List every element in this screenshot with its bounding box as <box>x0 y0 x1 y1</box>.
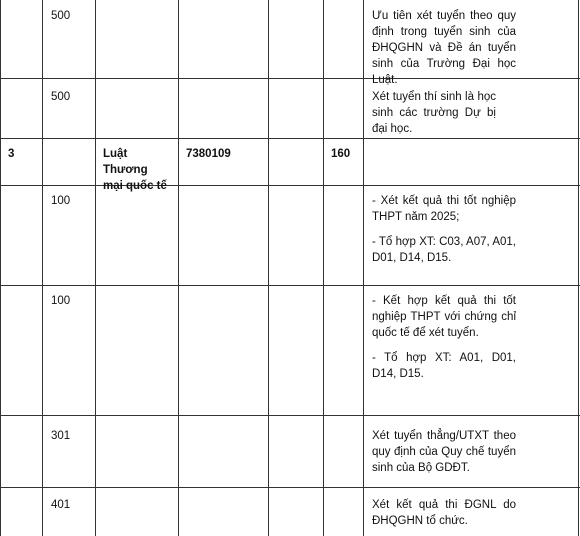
column-divider <box>42 0 43 536</box>
order-number-cell: 3 <box>8 148 15 160</box>
table-left-border <box>0 0 1 536</box>
note-paragraph: - Kết hợp kết quả thi tốt nghiệp THPT với chứng chỉ quốc tế để xét tuyển. <box>372 295 516 339</box>
table-right-border <box>578 0 579 536</box>
note-paragraph: - Tổ hợp XT: C03, A07, A01, D01, D14, D15. <box>372 236 516 264</box>
row-divider <box>0 185 580 186</box>
note-cell <box>372 293 516 382</box>
note-cell <box>372 497 516 529</box>
method-code-cell: 500 <box>51 91 71 103</box>
row-divider <box>0 138 580 139</box>
note-cell <box>372 89 496 137</box>
row-divider <box>0 415 580 416</box>
column-divider <box>178 0 179 536</box>
method-code-cell: 401 <box>51 499 71 511</box>
column-divider <box>363 0 364 536</box>
note-paragraph: Xét tuyển thí sinh là học sinh các trường Dự bị đại học. <box>372 91 496 135</box>
method-code-cell: 100 <box>51 295 71 307</box>
note-cell <box>372 193 516 266</box>
method-code-cell: 301 <box>51 430 71 442</box>
major-name-cell: Luật Thương mại quốc tế <box>103 148 167 192</box>
method-code-cell: 500 <box>51 10 71 22</box>
major-code-cell: 7380109 <box>186 148 231 160</box>
note-paragraph: - Tổ hợp XT: A01, D01, D14, D15. <box>372 352 516 380</box>
row-divider <box>0 285 580 286</box>
note-cell <box>372 8 516 88</box>
row-divider <box>0 487 580 488</box>
column-divider <box>323 0 324 536</box>
note-paragraph: Xét tuyển thẳng/UTXT theo quy định của Quy chế tuyển sinh của Bộ GDĐT. <box>372 430 516 474</box>
note-paragraph: - Xét kết quả thi tốt nghiệp THPT năm 2025; <box>372 195 516 223</box>
note-cell <box>372 428 516 476</box>
method-code-cell: 100 <box>51 195 71 207</box>
column-divider <box>268 0 269 536</box>
quota-cell: 160 <box>331 148 351 160</box>
note-paragraph: Xét kết quả thi ĐGNL do ĐHQGHN tổ chức. <box>372 499 516 527</box>
note-paragraph: Ưu tiên xét tuyển theo quy định trong tuyển sinh của ĐHQGHN và Đề án tuyển sinh của Trường Đại học Luật. <box>372 10 516 86</box>
column-divider <box>95 0 96 536</box>
